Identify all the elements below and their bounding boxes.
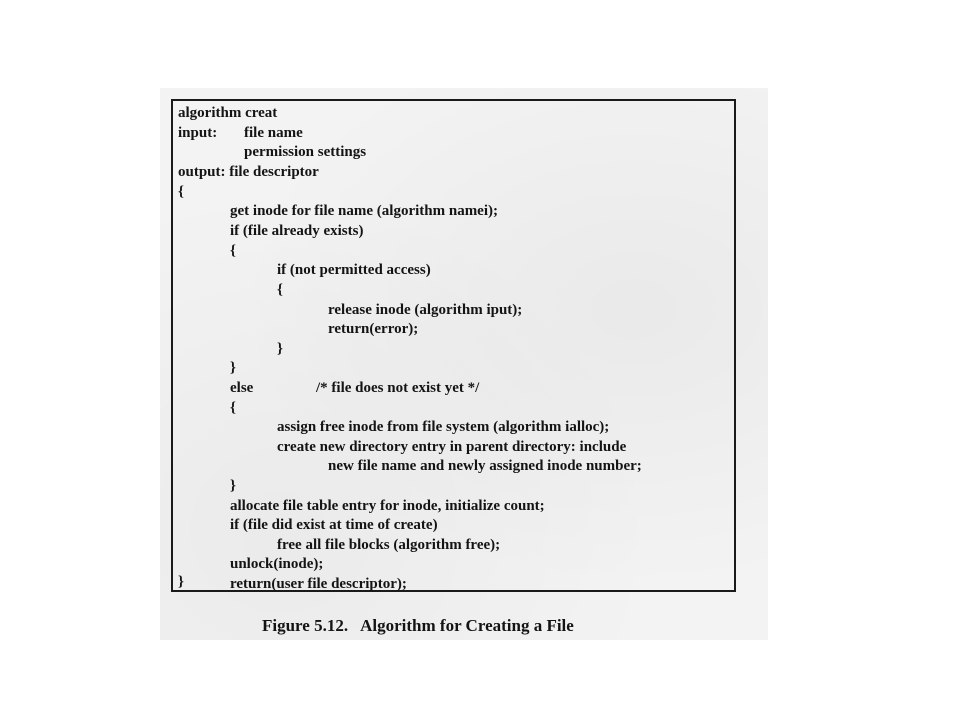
code-line-comment: /* file does not exist yet */ — [316, 380, 480, 396]
code-line-input: input: — [178, 125, 218, 141]
code-line-return-error: return(error); — [328, 321, 419, 337]
code-line-create-dir-entry: create new directory entry in parent directory: include — [277, 439, 627, 455]
code-line-else: else — [230, 380, 254, 396]
code-line-close-brace: } — [277, 341, 283, 357]
code-line-if-did-exist: if (file did exist at time of create) — [230, 517, 438, 533]
code-line-open-brace: { — [230, 243, 236, 259]
figure-caption — [262, 616, 574, 636]
code-line-permission: permission settings — [244, 144, 367, 160]
code-line-if-not-permitted: if (not permitted access) — [277, 262, 431, 278]
code-line-close-brace: } — [178, 574, 184, 590]
code-line-input-file-name: file name — [244, 125, 303, 141]
code-line-get-inode: get inode for file name (algorithm namei); — [230, 203, 499, 219]
code-line-open-brace: { — [277, 282, 283, 298]
code-line-return-descriptor: return(user file descriptor); — [230, 576, 407, 592]
code-line-open-brace: { — [230, 400, 236, 416]
code-line-algorithm: algorithm creat — [178, 105, 278, 121]
code-line-new-file-name: new file name and newly assigned inode number; — [328, 458, 642, 474]
code-line-assign-inode: assign free inode from file system (algorithm ialloc); — [277, 419, 610, 435]
code-line-close-brace: } — [230, 360, 236, 376]
code-line-if-exists: if (file already exists) — [230, 223, 364, 239]
code-line-release-inode: release inode (algorithm iput); — [328, 302, 523, 318]
figure-title: Algorithm for Creating a File — [360, 616, 574, 635]
figure-label: Figure 5.12. — [262, 616, 349, 635]
code-line-free-blocks: free all file blocks (algorithm free); — [277, 537, 501, 553]
code-line-unlock: unlock(inode); — [230, 556, 324, 572]
code-line-open-brace: { — [178, 184, 184, 200]
code-line-allocate: allocate file table entry for inode, initialize count; — [230, 498, 545, 514]
code-line-close-brace: } — [230, 478, 236, 494]
code-line-output: output: file descriptor — [178, 164, 319, 180]
